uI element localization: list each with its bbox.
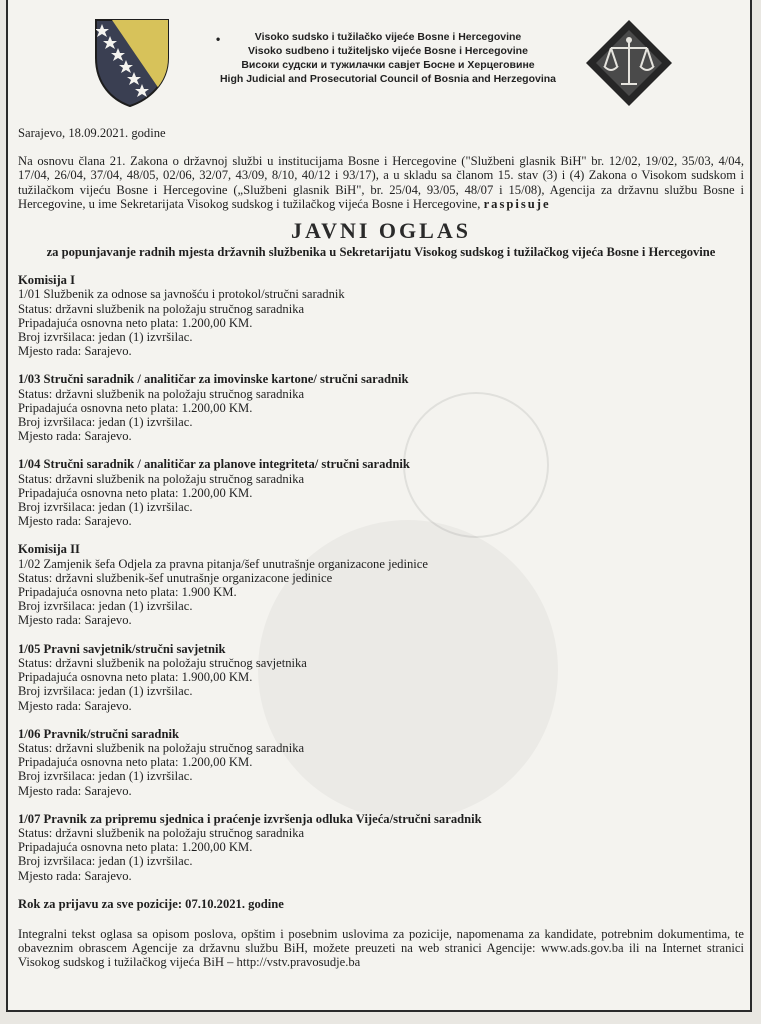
legal-basis-text: Na osnovu člana 21. Zakona o državnoj službi u institucijama Bosne i Hercegovine ("Službeni glasnik BiH" br. 12/02, 19/02, 35/03, 4/04, 17/04, 26/04, 37/04, 48/05, 02/06, 32/07, 43/09, 8/10, 40/12 i 93/17), a u skladu sa članom 15. stav (3) i (4) Zakona o Visokom sudskom i tužilačkom vijeću Bosne i Hercegovine („Službeni glasnik BiH", br. 25/04, 93/05, 48/07 i 15/08), Agencija za državnu službu Bosne i Hercegovine, u ime Sekretarijata Visokog sudskog i tužilačkog vijeća Bosne i Hercegovine, [18,154,744,211]
position-status: Status: državni službenik-šef unutrašnje organizacone jedinice [18,570,333,585]
position-status: Status: državni službenik na položaju stručnog saradnika [18,471,305,486]
position-entry [18,457,744,528]
council-name-serbian: Високи судски и тужилачки савјет Босне и Херцеговине [241,59,535,71]
application-deadline: Rok za prijavu za sve pozicije: 07.10.2021. godine [18,896,284,911]
footer-note: Integralni tekst oglasa sa opisom poslova, opštim i posebnim uslovima za pozicije, napomenama za kandidate, potrebnim dokumentima, te obaveznim obrascem Agencije za državnu službu BiH, možete preuzeti na web stranici Agencije: www.ads.gov.ba ili na Internet stranici Visokog sudskog i tužilačkog vijeća BiH – http://vstv.pravosudje.ba [18,926,744,970]
position-count: Broj izvršilaca: jedan (1) izvršilac. [18,500,193,515]
position-count: Broj izvršilaca: jedan (1) izvršilac. [18,415,193,430]
newspaper-page [6,0,752,1012]
position-count: Broj izvršilaca: jedan (1) izvršilac. [18,854,193,869]
position-title: 1/05 Pravni savjetnik/stručni savjetnik [18,641,226,656]
position-place: Mjesto rada: Sarajevo. [18,698,132,713]
council-name-english: High Judicial and Prosecutorial Council of Bosnia and Herzegovina [219,73,557,85]
header [8,8,750,120]
position-salary: Pripadajuća osnovna neto plata: 1.200,00 KM. [18,840,253,855]
position-count: Broj izvršilaca: jedan (1) izvršilac. [18,330,193,345]
announcement-title: JAVNI OGLAS [291,218,471,244]
position-salary: Pripadajuća osnovna neto plata: 1.200,00 KM. [18,315,253,330]
position-entry [18,372,744,443]
commission-section [18,542,744,882]
position-title: 1/01 Službenik za odnose sa javnošću i protokol/stručni saradnik [18,287,345,302]
commission-heading: Komisija I [18,273,76,288]
commission-heading: Komisija II [18,542,80,557]
commission-section [18,273,744,528]
position-status: Status: državni službenik na položaju stručnog saradnika [18,301,305,316]
position-place: Mjesto rada: Sarajevo. [18,783,132,798]
announcement-body [18,126,744,970]
position-salary: Pripadajuća osnovna neto plata: 1.200,00 KM. [18,755,253,770]
position-title: 1/06 Pravnik/stručni saradnik [18,726,179,741]
scales-of-justice-icon [584,18,674,108]
position-status: Status: državni službenik na položaju stručnog saradnika [18,740,305,755]
position-place: Mjesto rada: Sarajevo. [18,429,132,444]
council-name-bosnian: Visoko sudsko i tužilačko vijeće Bosne i Hercegovine [254,31,522,43]
position-status: Status: državni službenik na položaju stručnog saradnika [18,386,305,401]
position-entry [18,812,744,883]
position-salary: Pripadajuća osnovna neto plata: 1.200,00 KM. [18,485,253,500]
position-salary: Pripadajuća osnovna neto plata: 1.200,00 KM. [18,400,253,415]
announcement-subtitle: za popunjavanje radnih mjesta državnih službenika u Sekretarijatu Visokog sudskog i tužilačkog vijeća Bosne i Hercegovine [46,245,716,260]
council-name-croatian: Visoko sudbeno i tužiteljsko vijeće Bosne i Hercegovine [248,45,528,57]
bullet-icon: • [216,32,221,46]
position-place: Mjesto rada: Sarajevo. [18,344,132,359]
position-entry [18,287,744,358]
position-place: Mjesto rada: Sarajevo. [18,514,132,529]
position-count: Broj izvršilaca: jedan (1) izvršilac. [18,769,193,784]
position-place: Mjesto rada: Sarajevo. [18,868,132,883]
position-status: Status: državni službenik na položaju stručnog savjetnika [18,655,307,670]
position-salary: Pripadajuća osnovna neto plata: 1.900 KM. [18,585,237,600]
position-place: Mjesto rada: Sarajevo. [18,613,132,628]
position-status: Status: državni službenik na položaju stručnog saradnika [18,825,305,840]
position-title: 1/03 Stručni saradnik / analitičar za imovinske kartone/ stručni saradnik [18,372,409,387]
position-count: Broj izvršilaca: jedan (1) izvršilac. [18,684,193,699]
position-title: 1/04 Stručni saradnik / analitičar za planove integriteta/ stručni saradnik [18,457,410,472]
position-title: 1/02 Zamjenik šefa Odjela za pravna pitanja/šef unutrašnje organizacone jedinice [18,556,428,571]
bih-coat-of-arms-icon [82,14,178,110]
position-entry [18,642,744,713]
position-entry [18,557,744,628]
position-entry [18,727,744,798]
position-count: Broj izvršilaca: jedan (1) izvršilac. [18,599,193,614]
position-title: 1/07 Pravnik za pripremu sjednica i praćenje izvršenja odluka Vijeća/stručni saradnik [18,811,482,826]
announcement-date: Sarajevo, 18.09.2021. godine [18,126,166,140]
legal-basis-paragraph [18,154,744,211]
announces-word: raspisuje [483,196,551,211]
council-name-block [208,30,568,86]
position-salary: Pripadajuća osnovna neto plata: 1.900,00 KM. [18,670,253,685]
